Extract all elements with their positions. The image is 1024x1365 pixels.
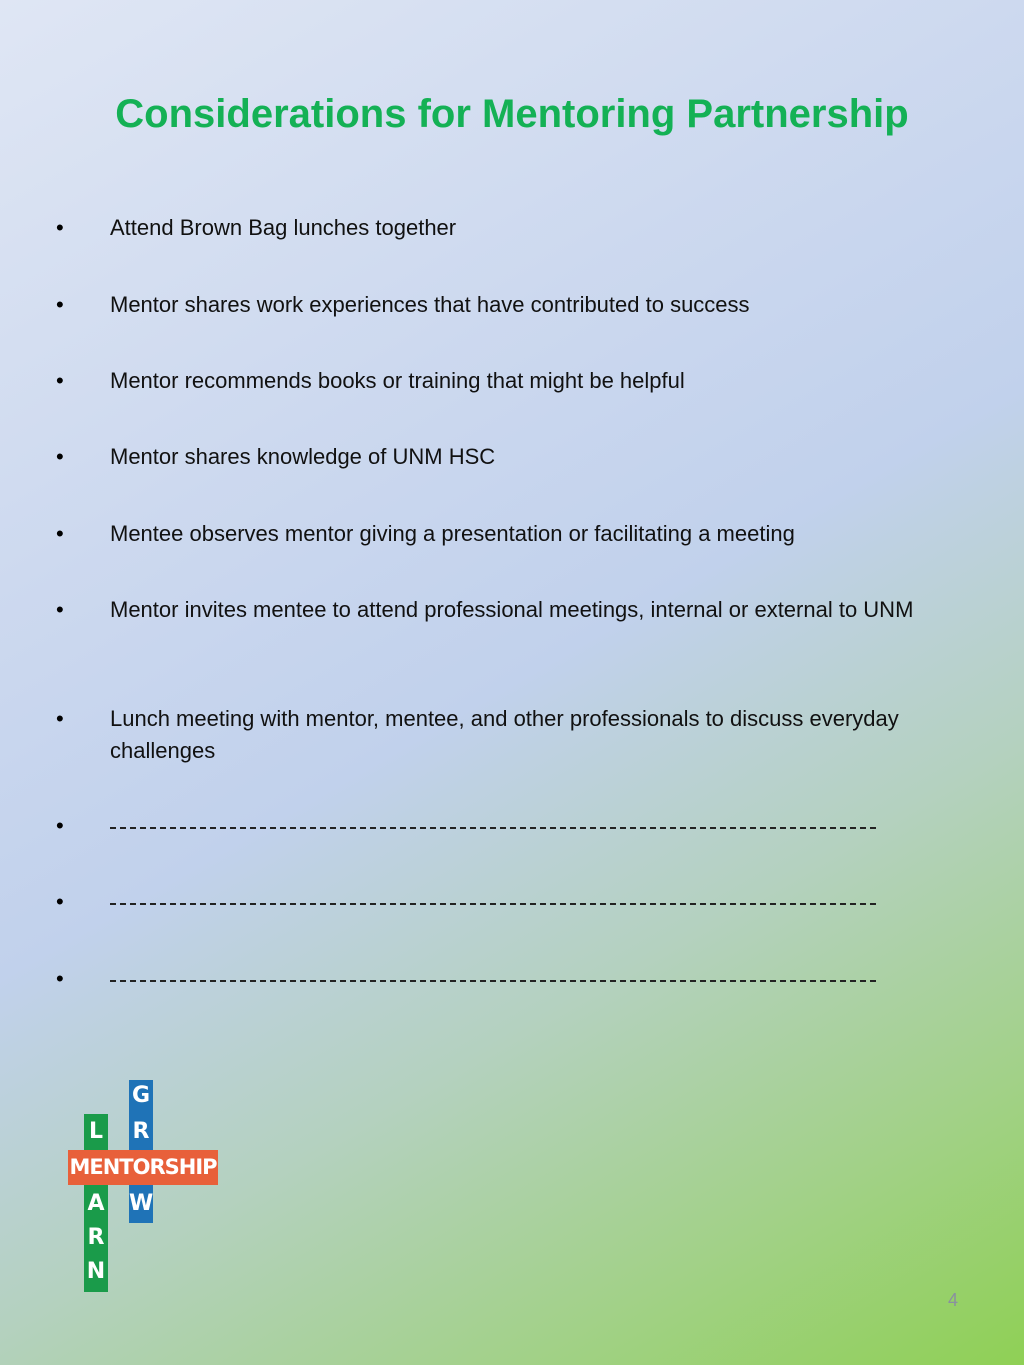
bullet-text: Mentee observes mentor giving a presentation or facilitating a meeting (110, 521, 795, 546)
bullet-text: Mentor recommends books or training that might be helpful (110, 368, 685, 393)
logo-letter: N (86, 1259, 106, 1284)
blank-dashed-line (110, 827, 876, 829)
logo-letter: R (87, 1225, 105, 1250)
bullet-symbol: • (56, 292, 64, 317)
bullet-text: Mentor shares knowledge of UNM HSC (110, 444, 496, 469)
bullet-symbol: • (56, 966, 64, 991)
page-number: 4 (947, 1290, 958, 1310)
bullet-symbol: • (56, 813, 64, 838)
bullet-text: Mentor invites mentee to attend professional meetings, internal or external to UNM (110, 597, 914, 622)
logo-letter: G (131, 1083, 151, 1108)
logo-letter: R (132, 1119, 150, 1144)
logo-letter: L (88, 1119, 104, 1144)
bullet-symbol: • (56, 444, 64, 469)
bullet-text: Attend Brown Bag lunches together (110, 215, 457, 240)
slide-title: Considerations for Mentoring Partnership (115, 92, 909, 136)
blank-dashed-line (110, 980, 876, 982)
bullet-symbol: • (56, 889, 64, 914)
bullet-symbol: • (56, 706, 64, 731)
learn-mentorship-grow-logo (68, 1080, 218, 1295)
bullet-symbol: • (56, 597, 64, 622)
bullet-symbol: • (56, 215, 64, 240)
bullet-text: Mentor shares work experiences that have contributed to success (110, 292, 750, 317)
logo-letter: A (87, 1191, 105, 1216)
bullet-text: Lunch meeting with mentor, mentee, and other professionals to discuss everyday challenges (110, 706, 899, 763)
bullet-symbol: • (56, 368, 64, 393)
mentorship-logo-bar: MENTORSHIP (68, 1150, 218, 1185)
blank-dashed-line (110, 903, 876, 905)
bullet-symbol: • (56, 521, 64, 546)
logo-letter: W (129, 1191, 154, 1216)
